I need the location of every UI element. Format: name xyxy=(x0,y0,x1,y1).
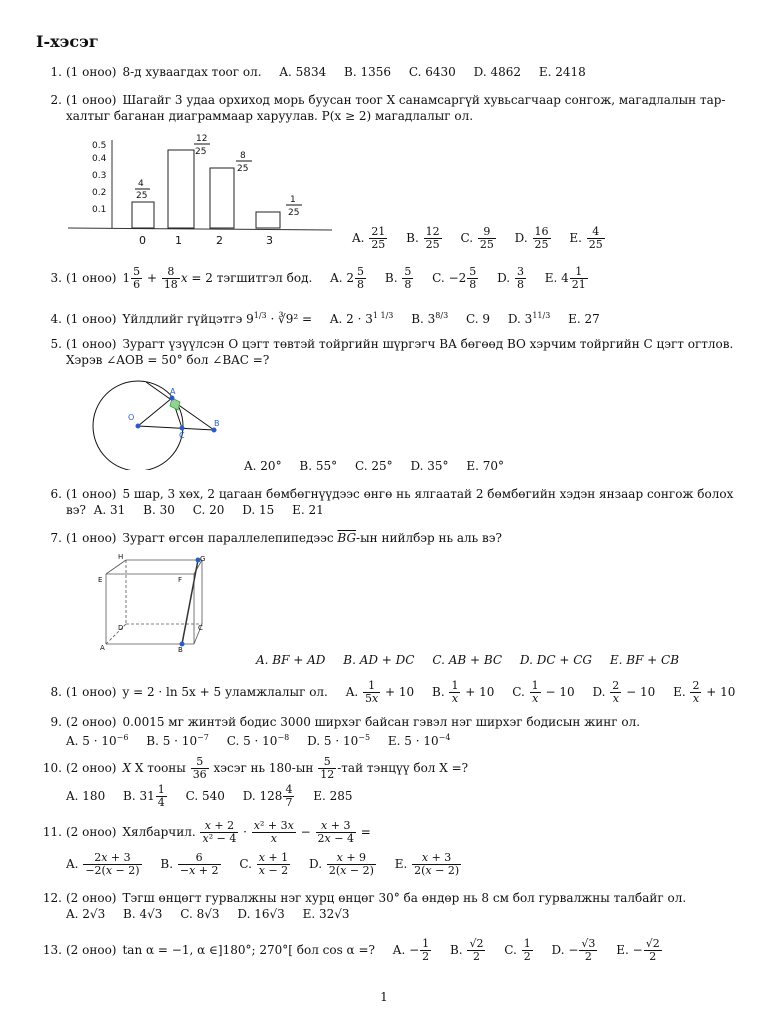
bar-2 xyxy=(210,168,234,228)
label-o: O xyxy=(128,413,135,422)
option-d: D. $\frac{16}{25}$ xyxy=(514,225,549,251)
question-10-options xyxy=(36,784,766,809)
y-tick: 0.4 xyxy=(92,154,107,164)
y-tick: 0.1 xyxy=(92,205,107,215)
question-text: X тооны xyxy=(134,761,186,775)
question-number: 9. xyxy=(50,715,62,729)
option-c: C. $\frac{1}{x}$ − 10 xyxy=(512,679,575,705)
label-f: F xyxy=(178,576,183,584)
label-h: H xyxy=(118,553,124,561)
question-text-line1: Зурагт үзүүлсэн O цэгт төвтэй тойргийн шүргэгч BA бөгөөд BO хэрчим тойргийн C цэгт огтлов. xyxy=(122,337,734,351)
question-points: (2 оноо) xyxy=(66,761,117,775)
question-12 xyxy=(36,890,736,906)
question-points: (1 оноо) xyxy=(66,337,117,351)
x-tick: 1 xyxy=(175,234,182,247)
question-number: 2. xyxy=(50,93,62,107)
question-points: (1 оноо) xyxy=(66,65,117,79)
question-text: Тэгш өнцөгт гурвалжны нэг хурц өнцөг 30° ба өндөр нь 8 см бол гурвалжны талбайг ол. xyxy=(122,891,687,905)
option-d: D. $3^{11/3}$ xyxy=(507,311,551,326)
x-tick: 0 xyxy=(139,234,146,247)
option-d: D. 16√3 xyxy=(237,907,285,921)
bar-label-denominator: 25 xyxy=(136,191,148,201)
option-c: C. $\frac{9}{25}$ xyxy=(460,225,494,251)
question-7 xyxy=(36,530,736,546)
question-number: 8. xyxy=(50,685,62,699)
option-b: B. $\frac{6}{-x + 2}$ xyxy=(160,851,219,877)
question-6 xyxy=(36,486,736,502)
question-8 xyxy=(36,680,736,705)
option-b: B. 31 $\frac{1}{4}$ xyxy=(123,783,165,809)
question-number: 4. xyxy=(50,312,62,326)
option-b: B. 1356 xyxy=(344,65,392,79)
option-c: C. −2 $\frac{5}{8}$ xyxy=(432,265,477,291)
option-d: D. DC + CG xyxy=(519,653,592,667)
option-a: A. $\frac{1}{5x}$ + 10 xyxy=(345,679,415,705)
option-a: A. $\frac{21}{25}$ xyxy=(352,225,386,251)
label-b: B xyxy=(214,419,220,428)
page-number: 1 xyxy=(380,990,388,1004)
option-b: B. $\frac{1}{x}$ + 10 xyxy=(432,679,495,705)
option-d: D. 128 $\frac{4}{7}$ xyxy=(242,783,293,809)
option-e: E. 4 $\frac{1}{21}$ xyxy=(544,265,586,291)
x-axis xyxy=(68,228,332,230)
option-a: A. $5 \cdot 10^{-6}$ xyxy=(66,733,129,748)
section-title: I-хэсэг xyxy=(36,32,99,51)
option-d: D. $\frac{3}{8}$ xyxy=(497,265,524,291)
option-c: C. 9 xyxy=(466,312,491,326)
question-2-line2: халтыг баганан диаграммаар харуулав. P(x ≥ 2) магадлалыг ол. xyxy=(66,109,474,123)
question-10: 10. (2 оноо) X X тооны $\frac{5}{36}$ хэсэг нь 180-ын $\frac{5}{12}$ -тай тэнцүү бол X =? xyxy=(36,756,736,781)
option-a: A. 180 xyxy=(66,789,106,803)
question-number: 5. xyxy=(50,337,62,351)
option-a: A. $2 \cdot 3^{1 1/3}$ xyxy=(329,311,394,326)
option-c: C. AB + BC xyxy=(432,653,503,667)
question-5-options xyxy=(244,458,544,474)
question-1 xyxy=(36,64,736,80)
question-number: 11. xyxy=(42,825,62,839)
option-a: A. − $\frac{1}{2}$ xyxy=(392,937,430,963)
question-points: (1 оноо) xyxy=(66,685,117,699)
option-b: B. $\frac{5}{8}$ xyxy=(384,265,412,291)
label-a: A xyxy=(170,387,176,396)
option-c: C. 20 xyxy=(192,503,225,517)
question-13 xyxy=(36,938,736,963)
option-a: A. 31 xyxy=(93,503,126,517)
question-points: (2 оноо) xyxy=(66,825,117,839)
vector-bg-line xyxy=(182,560,198,644)
option-e: E. 21 xyxy=(292,503,324,517)
option-a: A. 5834 xyxy=(279,65,327,79)
question-points: (1 оноо) xyxy=(66,487,117,501)
question-text: tan α = −1, α ∈]180°; 270°[ бол cos α =? xyxy=(122,943,375,957)
option-e: E. − $\frac{√2}{2}$ xyxy=(616,937,660,963)
question-text-line1: Шагайг 3 удаа орхиход морь буусан тоог X санамсаргүй хувьсагчаар сонгож, магадлалын тар- xyxy=(122,93,726,107)
bar-label-denominator: 25 xyxy=(237,164,249,174)
option-e: E. 70° xyxy=(466,459,505,473)
option-d: D. 4862 xyxy=(473,65,521,79)
option-b: B. 4√3 xyxy=(123,907,163,921)
bar-label-numerator: 4 xyxy=(138,179,144,189)
question-6-line2: вэ? A. 31 B. 30 C. 20 D. 15 E. 21 xyxy=(66,503,324,517)
question-12-options xyxy=(36,906,766,922)
option-b: B. $\frac{12}{25}$ xyxy=(406,225,440,251)
bar-label-numerator: 8 xyxy=(240,151,246,161)
bar-1 xyxy=(168,150,194,228)
label-c: C xyxy=(198,624,203,632)
option-a: A. $\frac{2x + 3}{-2(x - 2)}$ xyxy=(66,851,140,877)
vector-bg: $\overline{BG}$ xyxy=(337,531,357,545)
circle-tangent-figure xyxy=(90,370,230,470)
question-2-options xyxy=(352,226,652,251)
option-c: C. $5 \cdot 10^{-8}$ xyxy=(226,733,290,748)
segment-ob xyxy=(138,426,214,430)
question-number: 7. xyxy=(50,531,62,545)
label-d: D xyxy=(118,624,124,632)
question-9-options xyxy=(36,730,766,749)
option-c: C. 6430 xyxy=(408,65,456,79)
x-tick: 2 xyxy=(216,234,223,247)
option-c: C. 25° xyxy=(354,459,393,473)
bar-0 xyxy=(132,202,154,228)
point-a xyxy=(170,396,175,401)
question-number: 3. xyxy=(50,271,62,285)
option-a: A. 20° xyxy=(244,459,282,473)
question-points: (2 оноо) xyxy=(66,891,117,905)
bar-label-denominator: 25 xyxy=(195,147,207,157)
label-c: C xyxy=(179,431,185,440)
option-d: D. $\frac{x + 9}{2(x - 2)}$ xyxy=(309,851,374,877)
question-number: 10. xyxy=(42,761,62,775)
label-a: A xyxy=(100,644,105,652)
option-d: D. − $\frac{√3}{2}$ xyxy=(551,937,596,963)
segment-oa xyxy=(138,398,172,426)
bar-3 xyxy=(256,212,280,228)
x-tick: 3 xyxy=(266,234,273,247)
option-d: D. $\frac{2}{x}$ − 10 xyxy=(592,679,656,705)
option-c: C. 540 xyxy=(185,789,225,803)
option-b: B. 30 xyxy=(143,503,175,517)
option-e: E. 285 xyxy=(313,789,353,803)
option-e: E. 2418 xyxy=(538,65,586,79)
option-b: B. AD + DC xyxy=(343,653,415,667)
option-e: E. BF + CB xyxy=(609,653,680,667)
option-a: A. 2√3 xyxy=(66,907,106,921)
question-points: (2 оноо) xyxy=(66,715,117,729)
option-d: D. 35° xyxy=(410,459,449,473)
question-number: 6. xyxy=(50,487,62,501)
question-3: 3. (1 оноо) 1 $\frac{5}{6}$ + $\frac{8}{18}$ x = 2 тэгшитгэл бод. A. 2 $\frac{5}{8}$ B. $\frac{5}{8}$ C. −2 $\frac{5}{8}$ D. $\frac{3}{8}$ E. 4 $\frac{1}{21}$ xyxy=(36,266,736,291)
option-e: E. $\frac{4}{25}$ xyxy=(569,225,603,251)
question-number: 13. xyxy=(42,943,62,957)
option-d: D. $5 \cdot 10^{-5}$ xyxy=(307,733,371,748)
question-9 xyxy=(36,714,736,730)
label-b: B xyxy=(178,646,183,654)
question-text: y = 2 · ln 5x + 5 уламжлалыг ол. xyxy=(122,685,328,699)
option-a: A. 2 $\frac{5}{8}$ xyxy=(330,265,365,291)
question-5-line2: Хэрэв ∠AOB = 50° бол ∠BAC =? xyxy=(66,353,270,367)
bar-label-numerator: 1 xyxy=(290,195,296,205)
point-o xyxy=(136,424,141,429)
option-e: E. $\frac{x + 3}{2(x - 2)}$ xyxy=(394,851,460,877)
option-c: C. 8√3 xyxy=(180,907,220,921)
y-tick: 0.5 xyxy=(92,141,107,151)
label-g: G xyxy=(200,555,206,563)
question-text: тэгшитгэл бод. xyxy=(216,271,313,285)
question-5 xyxy=(36,336,736,352)
question-text: Үйлдлийг гүйцэтгэ xyxy=(122,312,243,326)
question-points: (1 оноо) xyxy=(66,312,117,326)
question-7-options xyxy=(256,652,746,668)
question-text-tail: -ын нийлбэр нь аль вэ? xyxy=(356,531,502,545)
question-text: Хялбарчил. xyxy=(122,825,196,839)
point-c xyxy=(180,426,185,431)
question-4: 4. (1 оноо) Үйлдлийг гүйцэтгэ $9^{1/3}$ · ∛9² = A. $2 \cdot 3^{1 1/3}$ B. $3^{8/3}$ C. 9 D. $3^{11/3}$ E. 27 xyxy=(36,308,736,327)
question-number: 12. xyxy=(42,891,62,905)
option-b: B. $3^{8/3}$ xyxy=(411,311,449,326)
question-number: 1. xyxy=(50,65,62,79)
option-a: A. BF + AD xyxy=(256,653,326,667)
option-d: D. 15 xyxy=(242,503,275,517)
label-e: E xyxy=(98,576,103,584)
option-e: E. 27 xyxy=(568,312,600,326)
question-points: (1 оноо) xyxy=(66,531,117,545)
question-text: Зурагт өгсөн параллелепипедээс xyxy=(122,531,334,545)
bar-label-denominator: 25 xyxy=(288,208,300,218)
probability-bar-chart xyxy=(60,132,350,250)
y-tick: 0.2 xyxy=(92,188,107,198)
option-e: E. 32√3 xyxy=(302,907,350,921)
question-points: (1 оноо) xyxy=(66,93,117,107)
option-b: B. $\frac{√2}{2}$ xyxy=(449,937,484,963)
option-c: C. $\frac{1}{2}$ xyxy=(504,937,531,963)
question-text: 8-д хуваагдах тоог ол. xyxy=(122,65,262,79)
option-e: E. $\frac{2}{x}$ + 10 xyxy=(673,679,736,705)
question-points: (2 оноо) xyxy=(66,943,117,957)
question-2 xyxy=(36,92,736,108)
option-c: C. $\frac{x + 1}{x - 2}$ xyxy=(239,851,289,877)
question-11: 11. (2 оноо) Хялбарчил. $\frac{x + 2}{\text{x² − 4}}$ · $\frac{\text{x² + 3x}}{x}$ − $\frac{x + 3}{2x - 4}$ = xyxy=(36,820,736,845)
parallelepiped-figure xyxy=(90,552,220,656)
question-text: 0.0015 мг жинтэй бодис 3000 ширхэг байсан гэвэл нэг ширхэг бодисын жинг ол. xyxy=(122,715,641,729)
option-b: B. $5 \cdot 10^{-7}$ xyxy=(146,733,209,748)
question-text-line1: 5 шар, 3 хөх, 2 цагаан бөмбөгнүүдээс өнгө нь ялгаатай 2 бөмбөгийн хэдэн янзаар сонгож болох xyxy=(122,487,734,501)
bar-label-numerator: 12 xyxy=(196,134,208,144)
question-points: (1 оноо) xyxy=(66,271,117,285)
option-b: B. 55° xyxy=(299,459,338,473)
point-b xyxy=(212,428,217,433)
y-tick: 0.3 xyxy=(92,171,107,181)
question-11-options xyxy=(36,852,766,877)
option-e: E. $5 \cdot 10^{-4}$ xyxy=(387,733,451,748)
